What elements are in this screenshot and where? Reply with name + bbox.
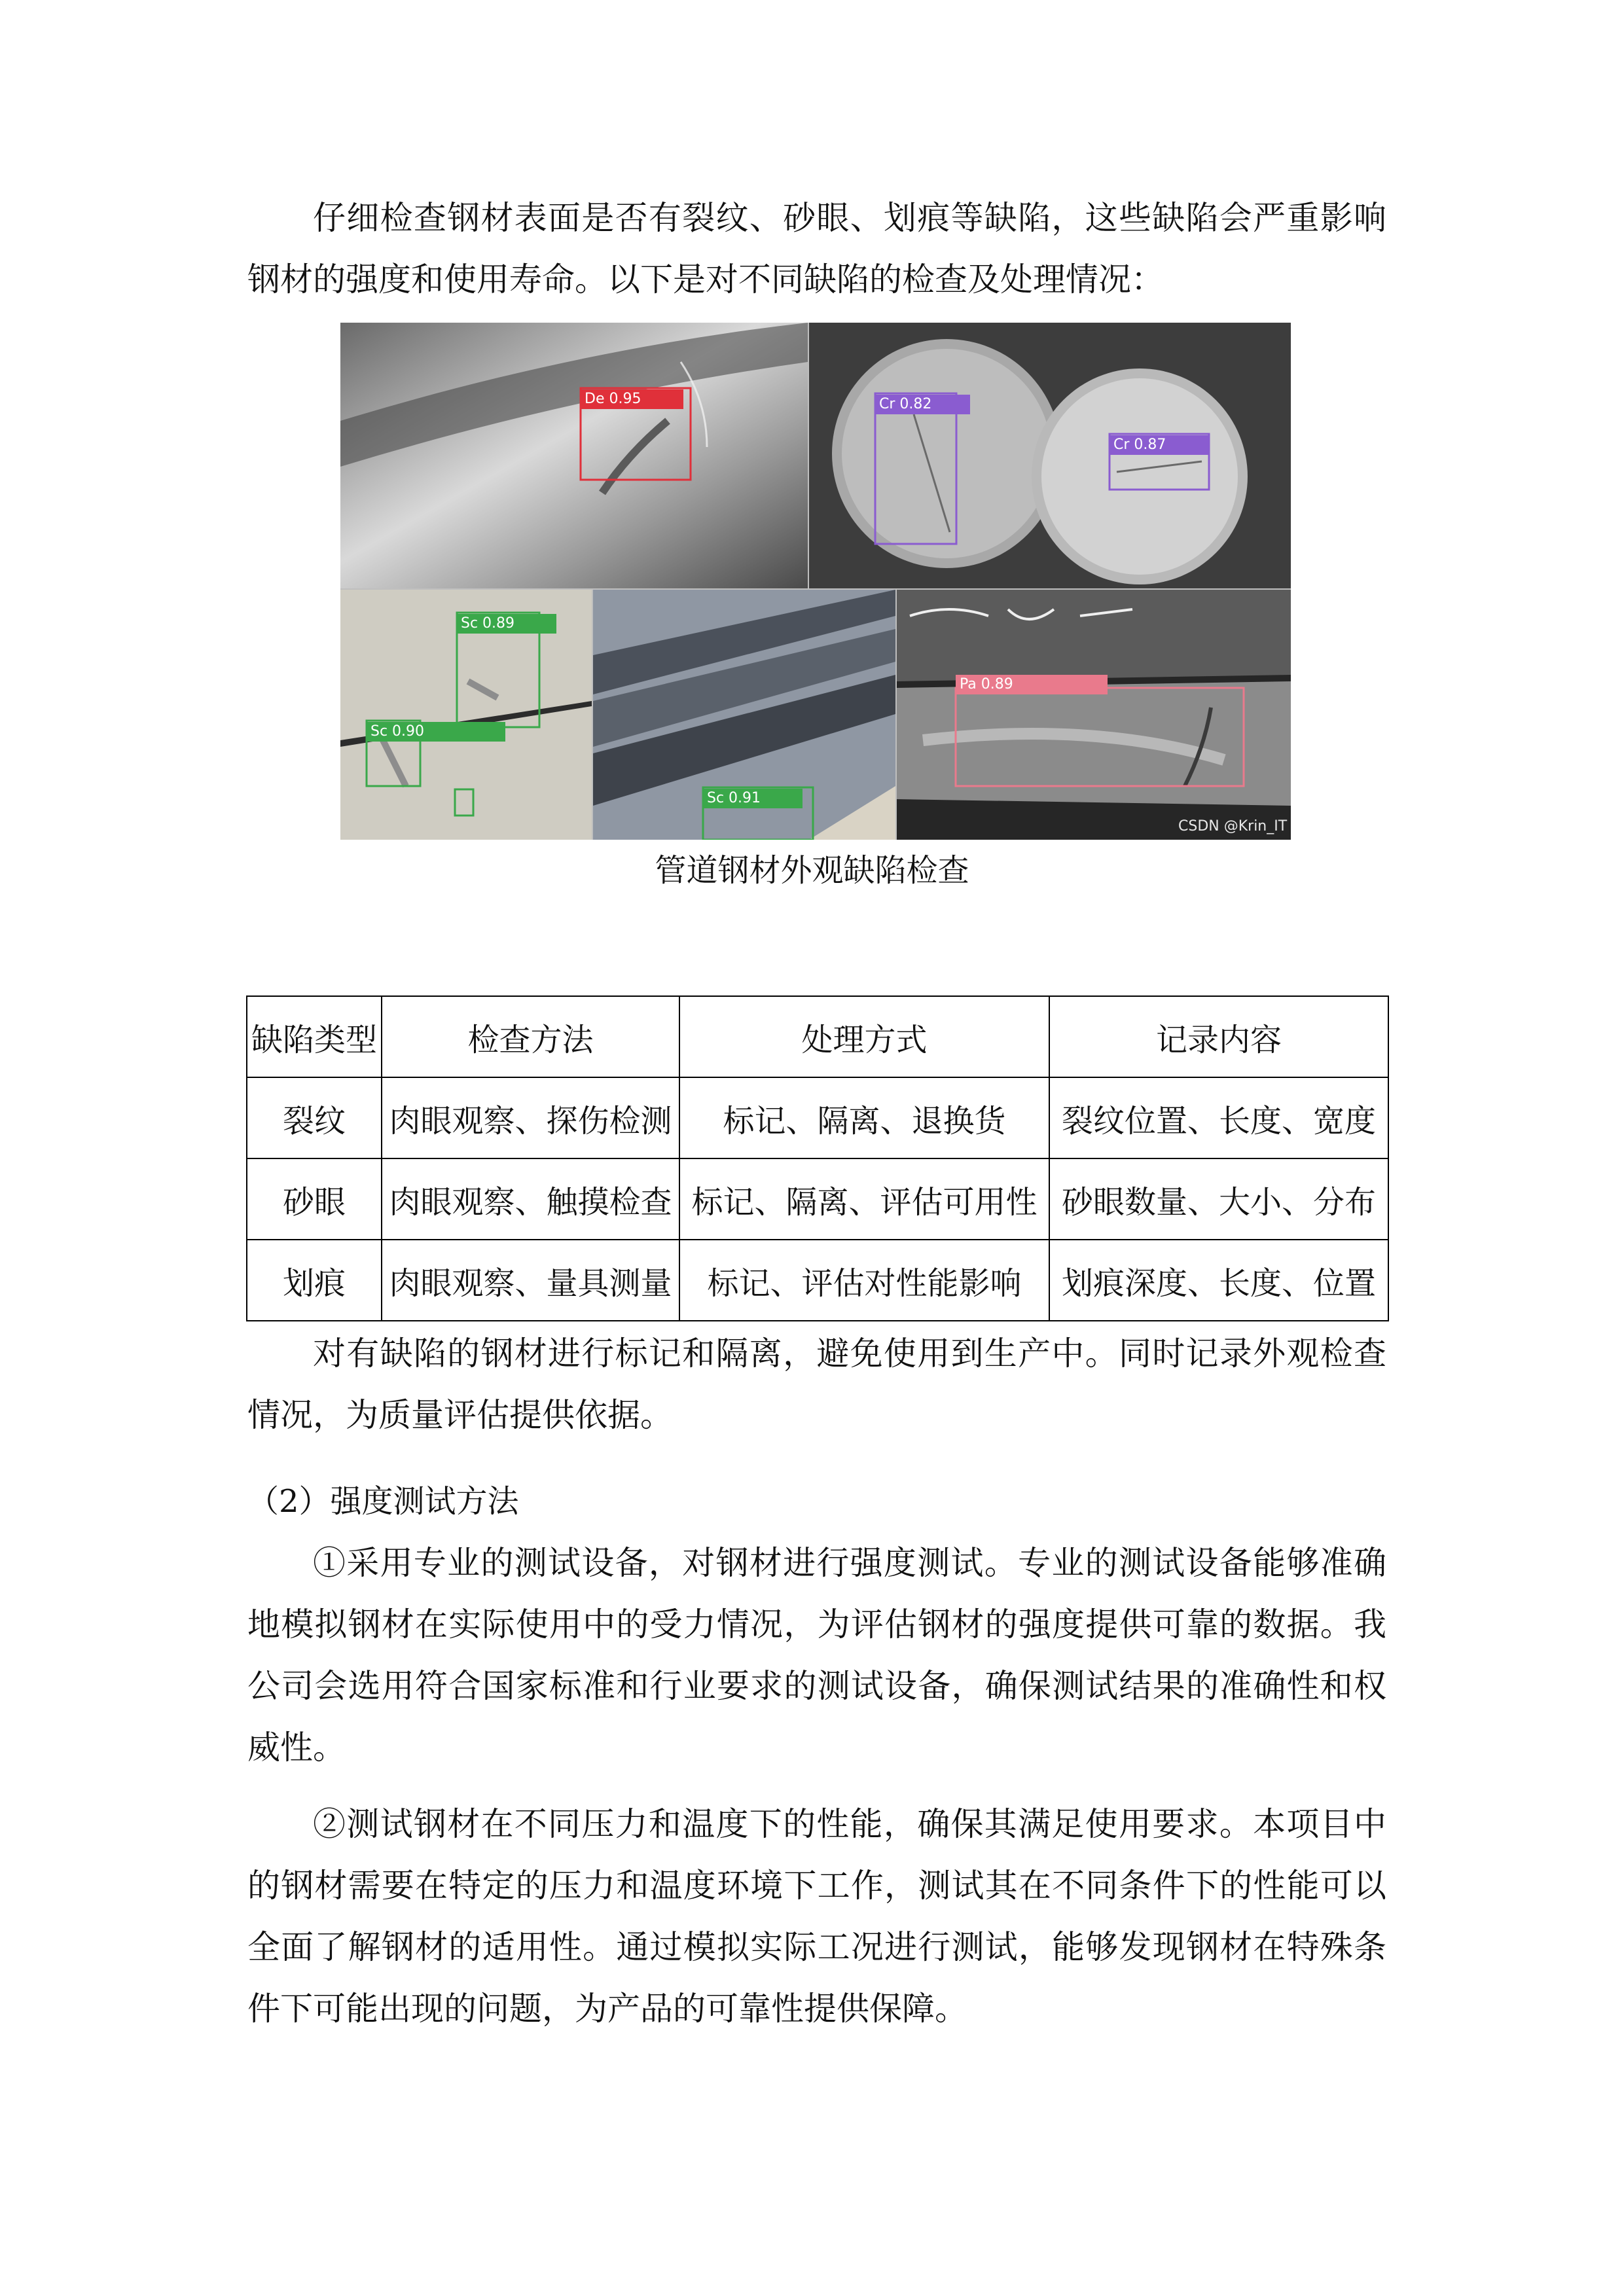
table-cell: 标记、隔离、退换货 xyxy=(679,1077,1049,1158)
photo-sheet-scratches xyxy=(340,590,592,840)
table-cell: 标记、隔离、评估可用性 xyxy=(679,1158,1049,1240)
table-cell: 砂眼数量、大小、分布 xyxy=(1049,1158,1388,1240)
table-cell: 划痕深度、长度、位置 xyxy=(1049,1240,1388,1321)
table-header-cell: 检查方法 xyxy=(382,996,679,1077)
after-table-paragraph: 对有缺陷的钢材进行标记和隔离，避免使用到生产中。同时记录外观检查情况，为质量评估提供依据。 xyxy=(247,1335,1386,1434)
table-cell: 裂纹位置、长度、宽度 xyxy=(1049,1077,1388,1158)
table-row xyxy=(247,1158,1388,1240)
detection-label: Cr 0.82 xyxy=(875,395,970,414)
intro-paragraph: 仔细检查钢材表面是否有裂纹、砂眼、划痕等缺陷，这些缺陷会严重影响钢材的强度和使用寿命。以下是对不同缺陷的检查及处理情况： xyxy=(247,199,1386,298)
photo-pipe-dent-image xyxy=(340,323,808,588)
table-cell: 砂眼 xyxy=(247,1158,382,1240)
figure-caption: 管道钢材外观缺陷检查 xyxy=(655,852,969,889)
table-cell: 肉眼观察、触摸检查 xyxy=(382,1158,679,1240)
section-heading: （2）强度测试方法 xyxy=(247,1483,519,1520)
photo-round-bars xyxy=(809,323,1291,588)
table-cell: 划痕 xyxy=(247,1240,382,1321)
table-header-cell: 记录内容 xyxy=(1049,996,1388,1077)
photo-pipe-marking-image xyxy=(897,590,1291,840)
detection-label: De 0.95 xyxy=(581,389,683,409)
table-header-cell: 缺陷类型 xyxy=(247,996,382,1077)
table-row xyxy=(247,1077,1388,1158)
strength-test-item-2: ②测试钢材在不同压力和温度下的性能，确保其满足使用要求。本项目中的钢材需要在特定的压力和温度环境下工作，测试其在不同条件下的性能可以全面了解钢材的适用性。通过模拟实际工况进行测试，能够发现钢材在特殊条件下可能出现的问题，为产品的可靠性提供保障。 xyxy=(247,1805,1386,2028)
defect-table xyxy=(246,996,1389,1321)
photo-steel-plates xyxy=(593,590,895,840)
defect-inspection-figure xyxy=(340,323,1291,840)
detection-label: Sc 0.91 xyxy=(703,789,803,808)
detection-label: Cr 0.87 xyxy=(1110,435,1209,455)
table-cell: 肉眼观察、量具测量 xyxy=(382,1240,679,1321)
watermark-text: CSDN @Krin_IT xyxy=(1178,818,1288,834)
photo-round-bars-image xyxy=(809,323,1291,588)
strength-test-item-1: ①采用专业的测试设备，对钢材进行强度测试。专业的测试设备能够准确地模拟钢材在实际使用中的受力情况，为评估钢材的强度提供可靠的数据。我公司会选用符合国家标准和行业要求的测试设备，确保测试结果的准确性和权威性。 xyxy=(247,1544,1386,1767)
table-row xyxy=(247,1240,1388,1321)
table-cell: 标记、评估对性能影响 xyxy=(679,1240,1049,1321)
table-header-cell: 处理方式 xyxy=(679,996,1049,1077)
table-header-row xyxy=(247,996,1388,1077)
detection-label: Pa 0.89 xyxy=(956,675,1108,694)
table-cell: 裂纹 xyxy=(247,1077,382,1158)
detection-label: Sc 0.90 xyxy=(367,722,505,742)
photo-pipe-dent xyxy=(340,323,808,588)
table-cell: 肉眼观察、探伤检测 xyxy=(382,1077,679,1158)
detection-label: Sc 0.89 xyxy=(457,614,556,634)
photo-pipe-marking xyxy=(897,590,1291,840)
